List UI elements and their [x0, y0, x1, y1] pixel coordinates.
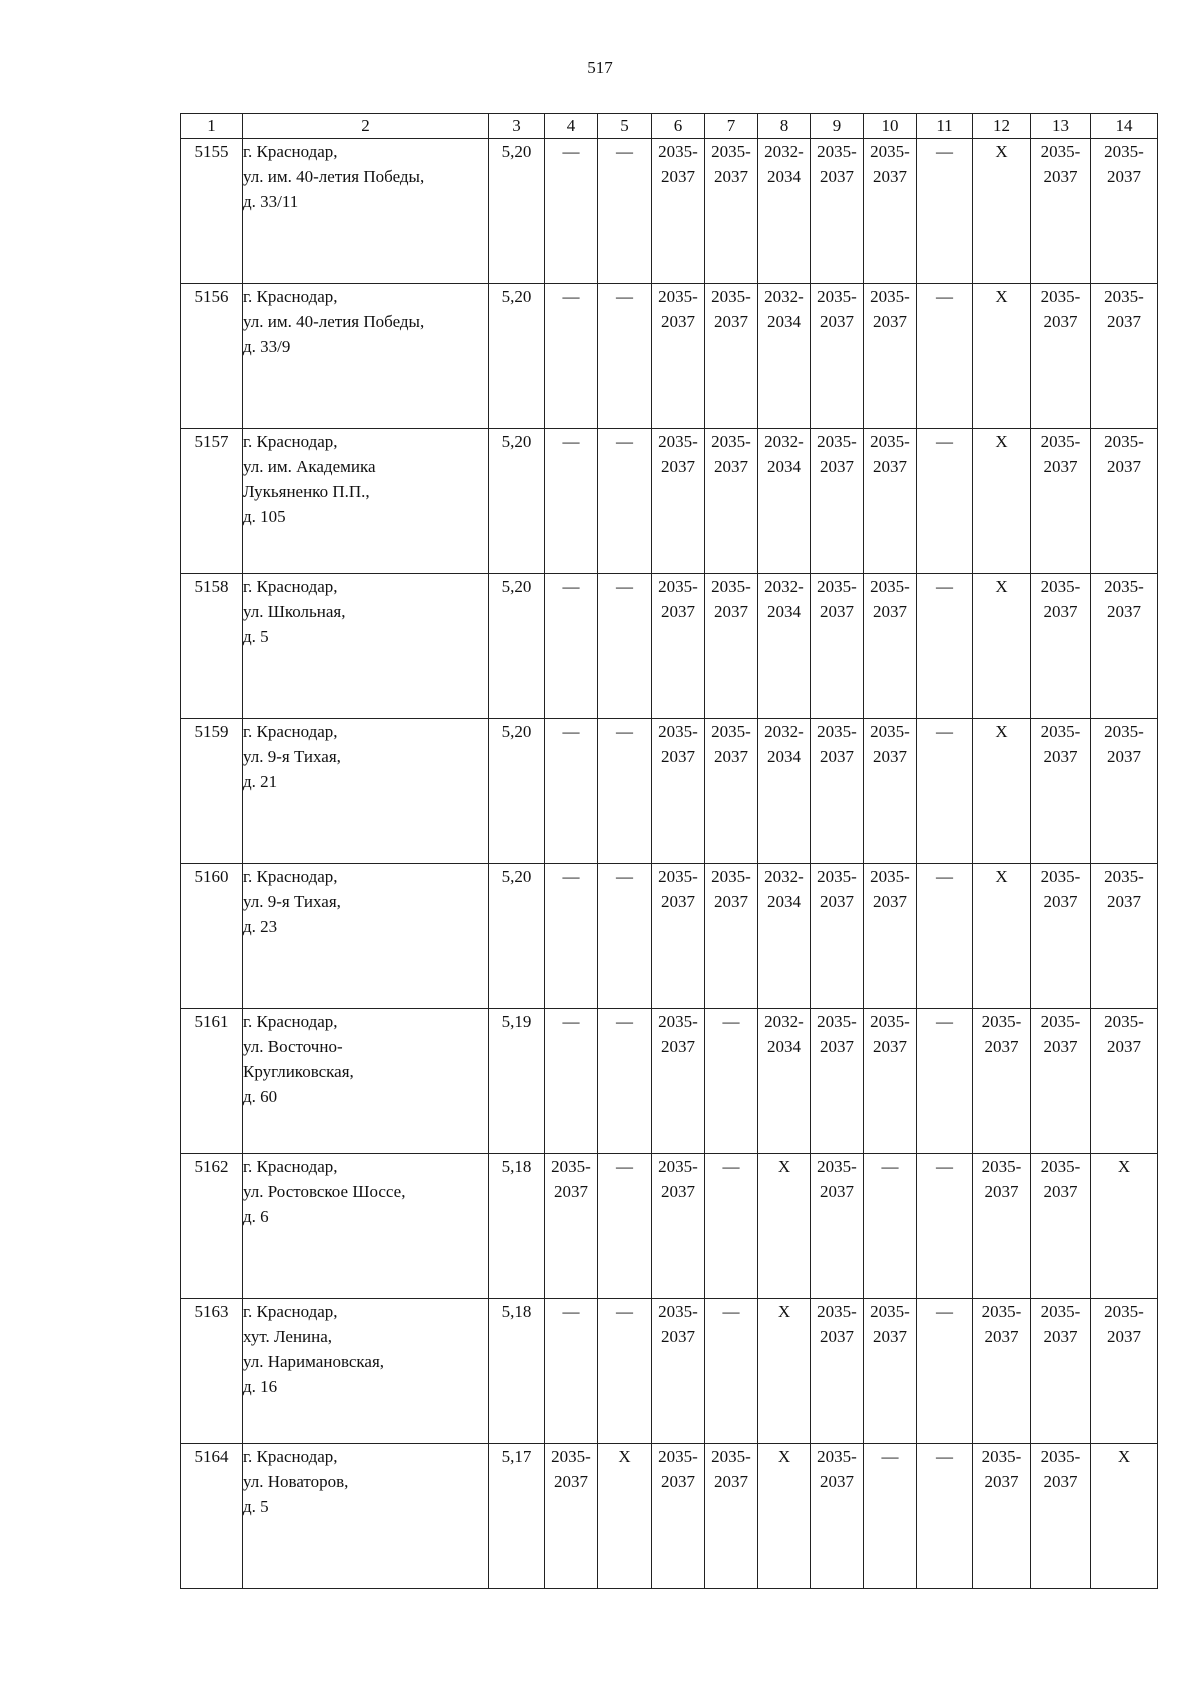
- table-row: [181, 1009, 1158, 1154]
- period-cell: Х: [973, 139, 1031, 284]
- address-cell: г. Краснодар, ул. Новаторов, д. 5: [243, 1444, 489, 1589]
- address-cell: г. Краснодар, ул. 9-я Тихая, д. 23: [243, 864, 489, 1009]
- period-cell: 2035- 2037: [811, 864, 864, 1009]
- period-cell: 2035- 2037: [1031, 284, 1091, 429]
- period-cell: Х: [758, 1444, 811, 1589]
- period-cell: —: [598, 139, 652, 284]
- period-cell: 2035- 2037: [1031, 429, 1091, 574]
- value-cell: 5,20: [489, 574, 545, 719]
- period-cell: 2035- 2037: [705, 574, 758, 719]
- period-cell: —: [917, 1154, 973, 1299]
- period-cell: —: [598, 719, 652, 864]
- period-cell: 2035- 2037: [1091, 1299, 1158, 1444]
- period-cell: 2035- 2037: [1091, 139, 1158, 284]
- table-row: [181, 429, 1158, 574]
- period-cell: —: [598, 1299, 652, 1444]
- period-cell: —: [917, 429, 973, 574]
- period-cell: 2032- 2034: [758, 1009, 811, 1154]
- period-cell: —: [545, 864, 598, 1009]
- period-cell: —: [917, 1299, 973, 1444]
- period-cell: Х: [973, 429, 1031, 574]
- period-cell: 2035- 2037: [864, 574, 917, 719]
- period-cell: 2035- 2037: [811, 429, 864, 574]
- row-number: 5155: [181, 139, 243, 284]
- period-cell: 2035- 2037: [652, 1299, 705, 1444]
- period-cell: 2035- 2037: [973, 1444, 1031, 1589]
- period-cell: 2035- 2037: [1091, 284, 1158, 429]
- column-header: 14: [1091, 114, 1158, 139]
- period-cell: 2035- 2037: [1091, 429, 1158, 574]
- column-header: 11: [917, 114, 973, 139]
- column-header: 7: [705, 114, 758, 139]
- period-cell: —: [917, 719, 973, 864]
- period-cell: 2035- 2037: [1031, 139, 1091, 284]
- period-cell: 2035- 2037: [811, 1444, 864, 1589]
- period-cell: 2032- 2034: [758, 719, 811, 864]
- period-cell: —: [705, 1154, 758, 1299]
- period-cell: Х: [598, 1444, 652, 1589]
- period-cell: 2035- 2037: [864, 284, 917, 429]
- value-cell: 5,18: [489, 1299, 545, 1444]
- address-cell: г. Краснодар, хут. Ленина, ул. Наримановская, д. 16: [243, 1299, 489, 1444]
- row-number: 5158: [181, 574, 243, 719]
- period-cell: —: [545, 719, 598, 864]
- period-cell: —: [917, 284, 973, 429]
- period-cell: —: [598, 429, 652, 574]
- column-header: 5: [598, 114, 652, 139]
- period-cell: 2035- 2037: [811, 1009, 864, 1154]
- period-cell: —: [598, 864, 652, 1009]
- period-cell: 2035- 2037: [811, 1299, 864, 1444]
- address-cell: г. Краснодар, ул. им. 40-летия Победы, д. 33/11: [243, 139, 489, 284]
- period-cell: 2035- 2037: [705, 864, 758, 1009]
- period-cell: 2035- 2037: [864, 429, 917, 574]
- page-number: 517: [587, 58, 613, 77]
- column-header: 6: [652, 114, 705, 139]
- table-row: [181, 1444, 1158, 1589]
- period-cell: 2032- 2034: [758, 864, 811, 1009]
- row-number: 5162: [181, 1154, 243, 1299]
- table-row: [181, 864, 1158, 1009]
- period-cell: Х: [1091, 1154, 1158, 1299]
- value-cell: 5,19: [489, 1009, 545, 1154]
- column-header: 8: [758, 114, 811, 139]
- register-table: [180, 113, 1158, 1589]
- column-header: 13: [1031, 114, 1091, 139]
- address-cell: г. Краснодар, ул. Школьная, д. 5: [243, 574, 489, 719]
- table-row: [181, 719, 1158, 864]
- period-cell: 2035- 2037: [652, 719, 705, 864]
- period-cell: 2035- 2037: [864, 719, 917, 864]
- period-cell: Х: [973, 864, 1031, 1009]
- period-cell: 2035- 2037: [1091, 1009, 1158, 1154]
- period-cell: 2035- 2037: [1031, 864, 1091, 1009]
- period-cell: 2035- 2037: [811, 574, 864, 719]
- period-cell: —: [705, 1299, 758, 1444]
- value-cell: 5,17: [489, 1444, 545, 1589]
- period-cell: 2035- 2037: [973, 1154, 1031, 1299]
- period-cell: 2035- 2037: [1031, 574, 1091, 719]
- period-cell: 2035- 2037: [1091, 574, 1158, 719]
- period-cell: 2035- 2037: [652, 284, 705, 429]
- period-cell: —: [545, 1299, 598, 1444]
- period-cell: 2035- 2037: [973, 1009, 1031, 1154]
- period-cell: —: [917, 139, 973, 284]
- period-cell: 2035- 2037: [705, 1444, 758, 1589]
- table-row: [181, 284, 1158, 429]
- table-row: [181, 1299, 1158, 1444]
- period-cell: 2035- 2037: [652, 574, 705, 719]
- period-cell: 2035- 2037: [1091, 864, 1158, 1009]
- period-cell: 2035- 2037: [705, 719, 758, 864]
- column-header: 9: [811, 114, 864, 139]
- period-cell: 2035- 2037: [811, 284, 864, 429]
- column-header: 10: [864, 114, 917, 139]
- value-cell: 5,20: [489, 864, 545, 1009]
- period-cell: 2035- 2037: [652, 1009, 705, 1154]
- period-cell: —: [598, 574, 652, 719]
- row-number: 5164: [181, 1444, 243, 1589]
- period-cell: —: [917, 574, 973, 719]
- period-cell: —: [864, 1154, 917, 1299]
- period-cell: 2035- 2037: [705, 139, 758, 284]
- table-row: [181, 139, 1158, 284]
- column-header: 2: [243, 114, 489, 139]
- address-cell: г. Краснодар, ул. им. 40-летия Победы, д. 33/9: [243, 284, 489, 429]
- row-number: 5159: [181, 719, 243, 864]
- row-number: 5160: [181, 864, 243, 1009]
- period-cell: —: [545, 429, 598, 574]
- period-cell: 2035- 2037: [1031, 1154, 1091, 1299]
- period-cell: 2032- 2034: [758, 139, 811, 284]
- address-cell: г. Краснодар, ул. Восточно- Кругликовская, д. 60: [243, 1009, 489, 1154]
- row-number: 5156: [181, 284, 243, 429]
- header-row: [181, 114, 1158, 139]
- value-cell: 5,20: [489, 139, 545, 284]
- value-cell: 5,20: [489, 429, 545, 574]
- period-cell: 2035- 2037: [1031, 1299, 1091, 1444]
- period-cell: 2035- 2037: [652, 1154, 705, 1299]
- period-cell: —: [545, 284, 598, 429]
- table-body: [181, 139, 1158, 1589]
- period-cell: 2035- 2037: [1091, 719, 1158, 864]
- row-number: 5157: [181, 429, 243, 574]
- column-header: 4: [545, 114, 598, 139]
- period-cell: 2035- 2037: [1031, 1444, 1091, 1589]
- period-cell: 2035- 2037: [864, 864, 917, 1009]
- period-cell: Х: [758, 1299, 811, 1444]
- period-cell: —: [598, 1154, 652, 1299]
- period-cell: 2035- 2037: [864, 1299, 917, 1444]
- period-cell: 2035- 2037: [864, 1009, 917, 1154]
- column-header: 1: [181, 114, 243, 139]
- period-cell: 2035- 2037: [705, 284, 758, 429]
- period-cell: Х: [1091, 1444, 1158, 1589]
- period-cell: —: [917, 864, 973, 1009]
- period-cell: 2032- 2034: [758, 284, 811, 429]
- period-cell: 2035- 2037: [811, 139, 864, 284]
- address-cell: г. Краснодар, ул. Ростовское Шоссе, д. 6: [243, 1154, 489, 1299]
- period-cell: 2032- 2034: [758, 574, 811, 719]
- period-cell: —: [598, 1009, 652, 1154]
- period-cell: 2035- 2037: [864, 139, 917, 284]
- period-cell: —: [545, 139, 598, 284]
- period-cell: 2035- 2037: [652, 1444, 705, 1589]
- period-cell: Х: [973, 574, 1031, 719]
- value-cell: 5,18: [489, 1154, 545, 1299]
- period-cell: 2032- 2034: [758, 429, 811, 574]
- value-cell: 5,20: [489, 284, 545, 429]
- period-cell: —: [705, 1009, 758, 1154]
- address-cell: г. Краснодар, ул. им. Академика Лукьяненко П.П., д. 105: [243, 429, 489, 574]
- period-cell: Х: [973, 719, 1031, 864]
- period-cell: 2035- 2037: [811, 1154, 864, 1299]
- table-row: [181, 1154, 1158, 1299]
- period-cell: —: [917, 1009, 973, 1154]
- table-row: [181, 574, 1158, 719]
- period-cell: 2035- 2037: [705, 429, 758, 574]
- period-cell: 2035- 2037: [652, 429, 705, 574]
- period-cell: 2035- 2037: [973, 1299, 1031, 1444]
- period-cell: 2035- 2037: [545, 1444, 598, 1589]
- period-cell: —: [545, 574, 598, 719]
- period-cell: 2035- 2037: [1031, 719, 1091, 864]
- period-cell: —: [545, 1009, 598, 1154]
- value-cell: 5,20: [489, 719, 545, 864]
- period-cell: —: [917, 1444, 973, 1589]
- period-cell: 2035- 2037: [811, 719, 864, 864]
- column-header: 12: [973, 114, 1031, 139]
- period-cell: 2035- 2037: [1031, 1009, 1091, 1154]
- period-cell: —: [598, 284, 652, 429]
- column-header: 3: [489, 114, 545, 139]
- period-cell: —: [864, 1444, 917, 1589]
- address-cell: г. Краснодар, ул. 9-я Тихая, д. 21: [243, 719, 489, 864]
- row-number: 5163: [181, 1299, 243, 1444]
- period-cell: 2035- 2037: [652, 139, 705, 284]
- period-cell: 2035- 2037: [652, 864, 705, 1009]
- row-number: 5161: [181, 1009, 243, 1154]
- period-cell: 2035- 2037: [545, 1154, 598, 1299]
- period-cell: Х: [973, 284, 1031, 429]
- period-cell: Х: [758, 1154, 811, 1299]
